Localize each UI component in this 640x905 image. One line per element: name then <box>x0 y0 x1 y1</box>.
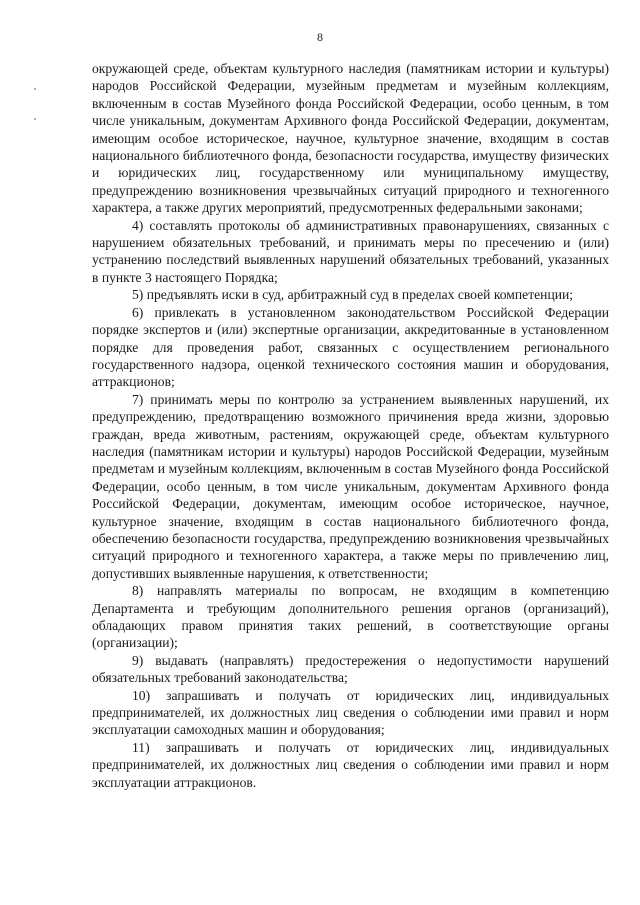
page-number: 8 <box>317 30 323 44</box>
body-text <box>92 60 609 791</box>
paragraph-continuation: окружающей среде, объектам культурного наследия (памятникам истории и культуры) народов Российской Федерации, музейным предметам и музейным коллекциям, включенным в состав Музейного фонда Российской Федерации, особо ценным, в том числе уникальным, документам Архивного фонда Российской Федерации, документам, имеющим особое историческое, научное, культурное значение, входящим в состав национального библиотечного фонда, безопасности государства, имуществу физических и юридических лиц, государственному или муниципальному имуществу, предупреждению возникновения чрезвычайных ситуаций природного и техногенного характера, а также других мероприятий, предусмотренных федеральными законами; <box>92 61 609 216</box>
paragraph-item-6: 6) привлекать в установленном законодательством Российской Федерации порядке экспертов и (или) экспертные организации, аккредитованные в установленном порядке для проведения работ, связанных с осуществлением регионального государственного надзора, оценкой технического состояния машин и оборудования, аттракционов; <box>92 304 609 390</box>
paragraph-item-9: 9) выдавать (направлять) предостережения о недопустимости нарушений обязательных требований законодательства; <box>92 652 609 686</box>
paragraph-item-5: 5) предъявлять иски в суд, арбитражный суд в пределах своей компетенции; <box>132 287 574 303</box>
paragraph-item-7: 7) принимать меры по контролю за устранением выявленных нарушений, их предупреждению, предотвращению возможного причинения вреда жизни, здоровью граждан, вреда животным, растениям, окружающей среде, объектам культурного наследия (памятникам истории и культуры) народов Российской Федерации, музейным предметам и музейным коллекциям, включенным в состав Музейного фонда Российской Федерации, особо ценным, в том числе уникальным, документам Архивного фонда Российской Федерации, документам, имеющим особое историческое, научное, культурное значение, входящим в состав национального библиотечного фонда, обеспечению безопасности государства, предупреждению возникновения чрезвычайных ситуаций природного и техногенного характера, а также меры по привлечению лиц, допустивших выявленные нарушения, к ответственности; <box>92 391 609 581</box>
paragraph-item-8: 8) направлять материалы по вопросам, не входящим в компетенцию Департамента и требующим дополнительного решения органов (организаций), обладающих правом принятия таких решений, в соответствующие органы (организации); <box>92 583 609 651</box>
paragraph-item-4: 4) составлять протоколы об административных правонарушениях, связанных с нарушением обязательных требований, и принимать меры по пресечению и (или) устранению последствий выявленных нарушений обязательных требований, указанных в пункте 3 настоящего Порядка; <box>92 217 609 285</box>
paragraph-item-11: 11) запрашивать и получать от юридических лиц, индивидуальных предпринимателей, их должностных лиц сведения о соблюдении ими правил и норм эксплуатации аттракционов. <box>92 739 609 790</box>
paragraph-item-10: 10) запрашивать и получать от юридических лиц, индивидуальных предпринимателей, их должностных лиц сведения о соблюдении ими правил и норм эксплуатации самоходных машин и оборудования; <box>92 687 609 738</box>
scan-speck <box>34 118 36 120</box>
scan-speck <box>34 88 36 90</box>
